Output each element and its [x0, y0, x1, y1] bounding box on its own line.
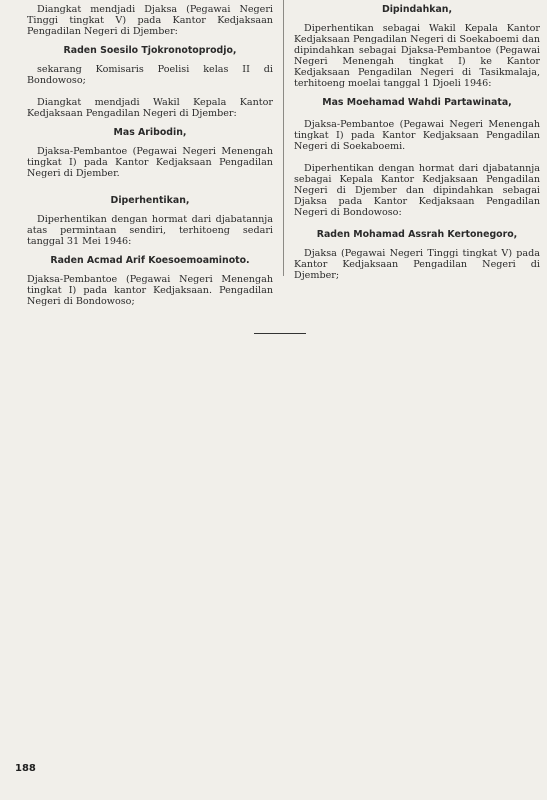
end-rule — [254, 333, 306, 334]
person-name: Mas Moehamad Wahdi Partawinata, — [322, 97, 512, 108]
section-heading: Diperhentikan, — [110, 195, 190, 206]
person-note: Djaksa (Pegawai Negeri Tinggi tingkat V) pada Kantor Kedjaksaan Pengadilan Negeri di Djember; — [294, 248, 540, 281]
page-number: 188 — [15, 763, 36, 774]
right-column — [294, 4, 540, 281]
appointment-paragraph: Diangkat mendjadi Djaksa (Pegawai Negeri Tinggi tingkat V) pada Kantor Kedjaksaan Pengadilan Negeri di Djember: — [27, 4, 273, 37]
person-note: Djaksa-Pembantoe (Pegawai Negeri Menengah tingkat I) pada kantor Kedjaksaan. Pengadilan Negeri di Bondowoso; — [27, 274, 273, 307]
appointment-paragraph: Diangkat mendjadi Wakil Kepala Kantor Kedjaksaan Pengadilan Negeri di Djember: — [27, 97, 273, 119]
person-name: Mas Aribodin, — [113, 127, 187, 138]
transfer-paragraph: Diperhentikan sebagai Wakil Kepala Kantor Kedjaksaan Pengadilan Negeri di Soekaboemi dan dipindahkan sebagai Djaksa-Pembantoe (Pegawai Negeri Menengah tingkat I) ke Kantor Kedjaksaan Pengadilan Negeri di Tasikmalaja, terhitoeng moelai tanggal 1 Djoeli 1946: — [294, 23, 540, 89]
column-divider — [283, 0, 284, 276]
person-name: Raden Soesilo Tjokronotoprodjo, — [63, 45, 237, 56]
transfer-paragraph: Diperhentikan dengan hormat dari djabatannja sebagai Kepala Kantor Kedjaksaan Pengadilan Negeri di Djember dan dipindahkan sebagai Djaksa pada Kantor Kedjaksaan Pengadilan Negeri di Bondowoso: — [294, 163, 540, 218]
left-column — [27, 4, 273, 307]
section-heading: Dipindahkan, — [381, 4, 453, 15]
person-name: Raden Mohamad Assrah Kertonegoro, — [316, 229, 518, 240]
dismissal-paragraph: Diperhentikan dengan hormat dari djabatannja atas permintaan sendiri, terhitoeng sedari tanggal 31 Mei 1946: — [27, 214, 273, 247]
person-name: Raden Acmad Arif Koesoemoaminoto. — [50, 255, 250, 266]
person-note: Djaksa-Pembantoe (Pegawai Negeri Menengah tingkat I) pada Kantor Kedjaksaan Pengadilan Negeri di Djember. — [27, 146, 273, 179]
person-note: sekarang Komisaris Poelisi kelas II di Bondowoso; — [27, 64, 273, 86]
person-note: Djaksa-Pembantoe (Pegawai Negeri Menengah tingkat I) pada Kantor Kedjaksaan Pengadilan Negeri di Soekaboemi. — [294, 119, 540, 152]
